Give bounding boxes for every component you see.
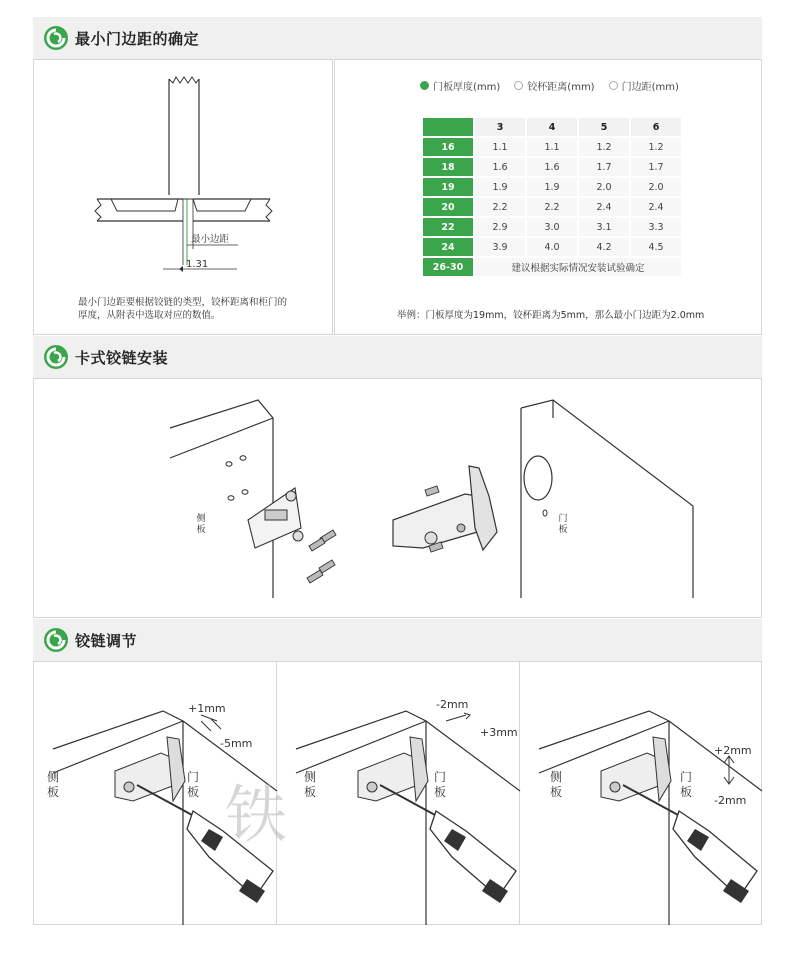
door-gap-diagram	[33, 59, 333, 335]
table-cell: 2.4	[631, 198, 681, 216]
min-gap-label: 最小边距	[191, 234, 230, 245]
table-merged-cell: 建议根据实际情况安装试验确定	[475, 258, 681, 276]
brand-logo-icon	[43, 344, 69, 370]
row-header: 18	[423, 158, 473, 176]
legend-item-door-gap[interactable]	[609, 78, 679, 93]
watermark-text: 铁	[225, 778, 288, 851]
radio-icon	[609, 81, 618, 90]
table-row	[423, 138, 681, 156]
radio-selected-icon	[420, 81, 429, 90]
adjust2-door-panel-label: 门板	[433, 770, 446, 799]
table-cell: 3.1	[579, 218, 629, 236]
table-cell: 1.9	[527, 178, 577, 196]
gap-spec-table	[421, 116, 683, 278]
row-header: 20	[423, 198, 473, 216]
table-cell: 2.0	[631, 178, 681, 196]
brand-logo-icon	[43, 25, 69, 51]
gap-value-label: 1.31	[186, 259, 209, 270]
column-header: 6	[631, 118, 681, 136]
install-door-panel-label: 门板	[558, 514, 568, 535]
adjust1-side-panel-label: 侧板	[46, 770, 59, 799]
row-header: 19	[423, 178, 473, 196]
adjust3-door-panel-label: 门板	[679, 770, 692, 799]
table-cell: 2.9	[475, 218, 525, 236]
table-cell: 1.7	[631, 158, 681, 176]
table-row	[423, 158, 681, 176]
table-cell: 3.9	[475, 238, 525, 256]
example-text: 举例：门板厚度为19mm，铰杯距离为5mm，那么最小门边距为2.0mm	[397, 310, 705, 321]
legend-label: 门板厚度(mm)	[433, 82, 501, 93]
table-header-row	[423, 118, 681, 136]
table-row	[423, 198, 681, 216]
table-cell: 1.2	[631, 138, 681, 156]
table-cell: 3.3	[631, 218, 681, 236]
section-header-install	[33, 336, 762, 378]
table-cell: 4.5	[631, 238, 681, 256]
gap-note-line2: 厚度，从附表中选取对应的数值。	[78, 310, 221, 321]
table-cell: 1.1	[475, 138, 525, 156]
table-cell: 4.0	[527, 238, 577, 256]
adjust2-plus-label: +3mm	[480, 726, 518, 739]
row-header: 22	[423, 218, 473, 236]
table-cell: 1.2	[579, 138, 629, 156]
table-row	[423, 178, 681, 196]
row-header: 26-30	[423, 258, 473, 276]
table-cell: 1.1	[527, 138, 577, 156]
section-title: 卡式铰链安装	[75, 348, 169, 367]
table-cell: 2.0	[579, 178, 629, 196]
gap-note-line1: 最小门边距要根据铰链的类型，铰杯距离和柜门的	[78, 297, 288, 308]
section-title: 最小门边距的确定	[75, 29, 200, 48]
legend-label: 门边距(mm)	[621, 82, 679, 93]
table-cell: 2.2	[527, 198, 577, 216]
table-cell: 3.0	[527, 218, 577, 236]
adjust3-side-panel-label: 侧板	[549, 770, 562, 799]
install-side-panel-label: 侧板	[196, 514, 206, 535]
table-cell: 1.9	[475, 178, 525, 196]
radio-icon	[514, 81, 523, 90]
adjust1-plus-label: +1mm	[188, 702, 226, 715]
adjust1-door-panel-label: 门板	[186, 770, 199, 799]
adjust3-minus-label: -2mm	[714, 794, 747, 807]
legend-item-door-thickness[interactable]	[420, 78, 500, 93]
table-cell: 1.6	[475, 158, 525, 176]
legend-label: 铰杯距离(mm)	[527, 82, 595, 93]
table-cell: 4.2	[579, 238, 629, 256]
row-header: 24	[423, 238, 473, 256]
adjust1-minus-label: -5mm	[220, 737, 253, 750]
table-legend	[420, 78, 679, 93]
adjust2-side-panel-label: 侧板	[303, 770, 316, 799]
table-row	[423, 258, 681, 276]
table-row	[423, 218, 681, 236]
column-header: 4	[527, 118, 577, 136]
table-corner-cell	[423, 118, 473, 136]
section-title: 铰链调节	[75, 631, 138, 650]
table-cell: 1.6	[527, 158, 577, 176]
table-cell: 2.2	[475, 198, 525, 216]
table-cell: 2.4	[579, 198, 629, 216]
legend-item-cup-distance[interactable]	[514, 78, 594, 93]
section-header-adjust	[33, 619, 762, 661]
hinge-install-illustration	[33, 378, 762, 618]
adjust3-plus-label: +2mm	[714, 744, 752, 757]
table-row	[423, 238, 681, 256]
adjust2-minus-label: -2mm	[436, 698, 469, 711]
row-header: 16	[423, 138, 473, 156]
table-cell: 1.7	[579, 158, 629, 176]
brand-logo-icon	[43, 627, 69, 653]
column-header: 3	[475, 118, 525, 136]
section-header-gap	[33, 17, 762, 59]
column-header: 5	[579, 118, 629, 136]
